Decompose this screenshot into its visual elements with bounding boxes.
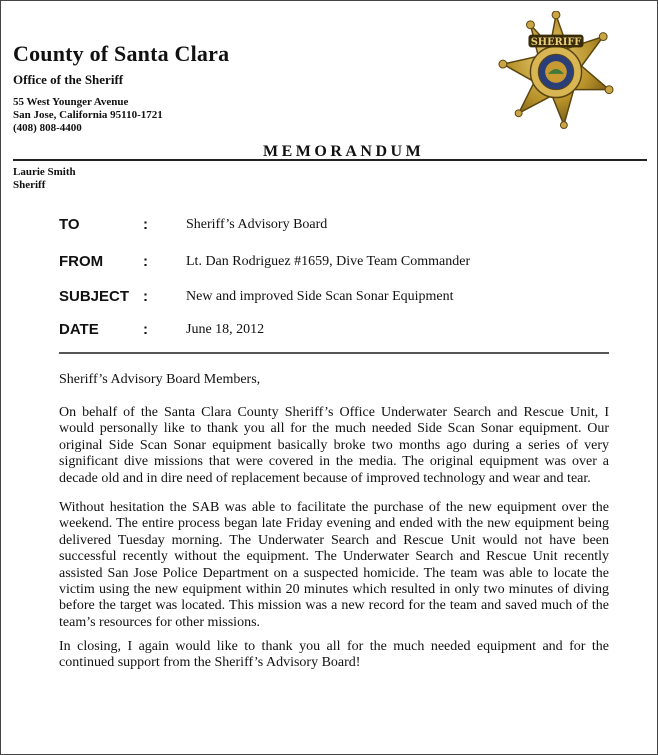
body-paragraph-1 (59, 405, 609, 487)
to-value: Sheriff’s Advisory Board (186, 217, 328, 232)
sheriff-name: Laurie Smith (13, 166, 76, 178)
address-street: 55 West Younger Avenue (13, 96, 129, 108)
memo-title-rule (13, 159, 647, 161)
subject-value: New and improved Side Scan Sonar Equipment (186, 289, 454, 304)
paragraph-text: Without hesitation the SAB was able to facilitate the purchase of the new equipment over the weekend. The entire process began late Friday evening and ended with the new equipment being delivered Tuesday morning. The Underwater Search and Rescue Unit would not have been successful recently without the equipment. The Underwater Search and Rescue Unit recently assisted San Jose Police Department on a suspected homicide. The team was able to locate the victim using the new equipment within 20 minutes which resulted in only two minutes of diving before the target was located. This mission was a new record for the team and saved much of the team’s resources for other missions. (59, 500, 609, 630)
from-value: Lt. Dan Rodriguez #1659, Dive Team Commander (186, 254, 471, 269)
date-label: DATE (59, 321, 99, 338)
paragraph-text: In closing, I again would like to thank you all for the much needed equipment and for the continued support from the Sheriff’s Advisory Board! (59, 639, 609, 671)
address-phone: (408) 808-4400 (13, 122, 82, 134)
date-value: June 18, 2012 (186, 322, 265, 337)
memo-title: MEMORANDUM (263, 143, 425, 160)
from-label: FROM (59, 253, 104, 270)
office-name: Office of the Sheriff (13, 72, 124, 87)
from-colon: : (143, 253, 148, 270)
subject-label: SUBJECT (59, 288, 130, 305)
badge-text: SHERIFF (530, 36, 582, 48)
body-paragraph-3 (59, 639, 609, 672)
salutation: Sheriff’s Advisory Board Members, (59, 372, 261, 387)
address-block (13, 96, 163, 135)
sheriff-star-badge-icon (497, 11, 615, 129)
sheriff-signature-block (13, 166, 76, 192)
body-paragraph-2 (59, 500, 609, 631)
date-colon: : (143, 321, 148, 338)
county-name: County of Santa Clara (13, 41, 230, 66)
sheriff-title: Sheriff (13, 179, 46, 191)
subject-colon: : (143, 288, 148, 305)
to-colon: : (143, 216, 148, 233)
header-rule (59, 352, 609, 354)
paragraph-text: On behalf of the Santa Clara County Sheriff’s Office Underwater Search and Rescue Unit, I would personally like to thank you all for the much needed Side Scan Sonar equipment. Our original Side Scan Sonar equipment basically broke two months ago during a series of very significant dive missions that were covered in the media. The original equipment was over a decade old and in dire need of replacement because of improved technology and wear and tear. (59, 405, 609, 486)
address-city: San Jose, California 95110-1721 (13, 109, 163, 121)
to-label: TO (59, 216, 80, 233)
